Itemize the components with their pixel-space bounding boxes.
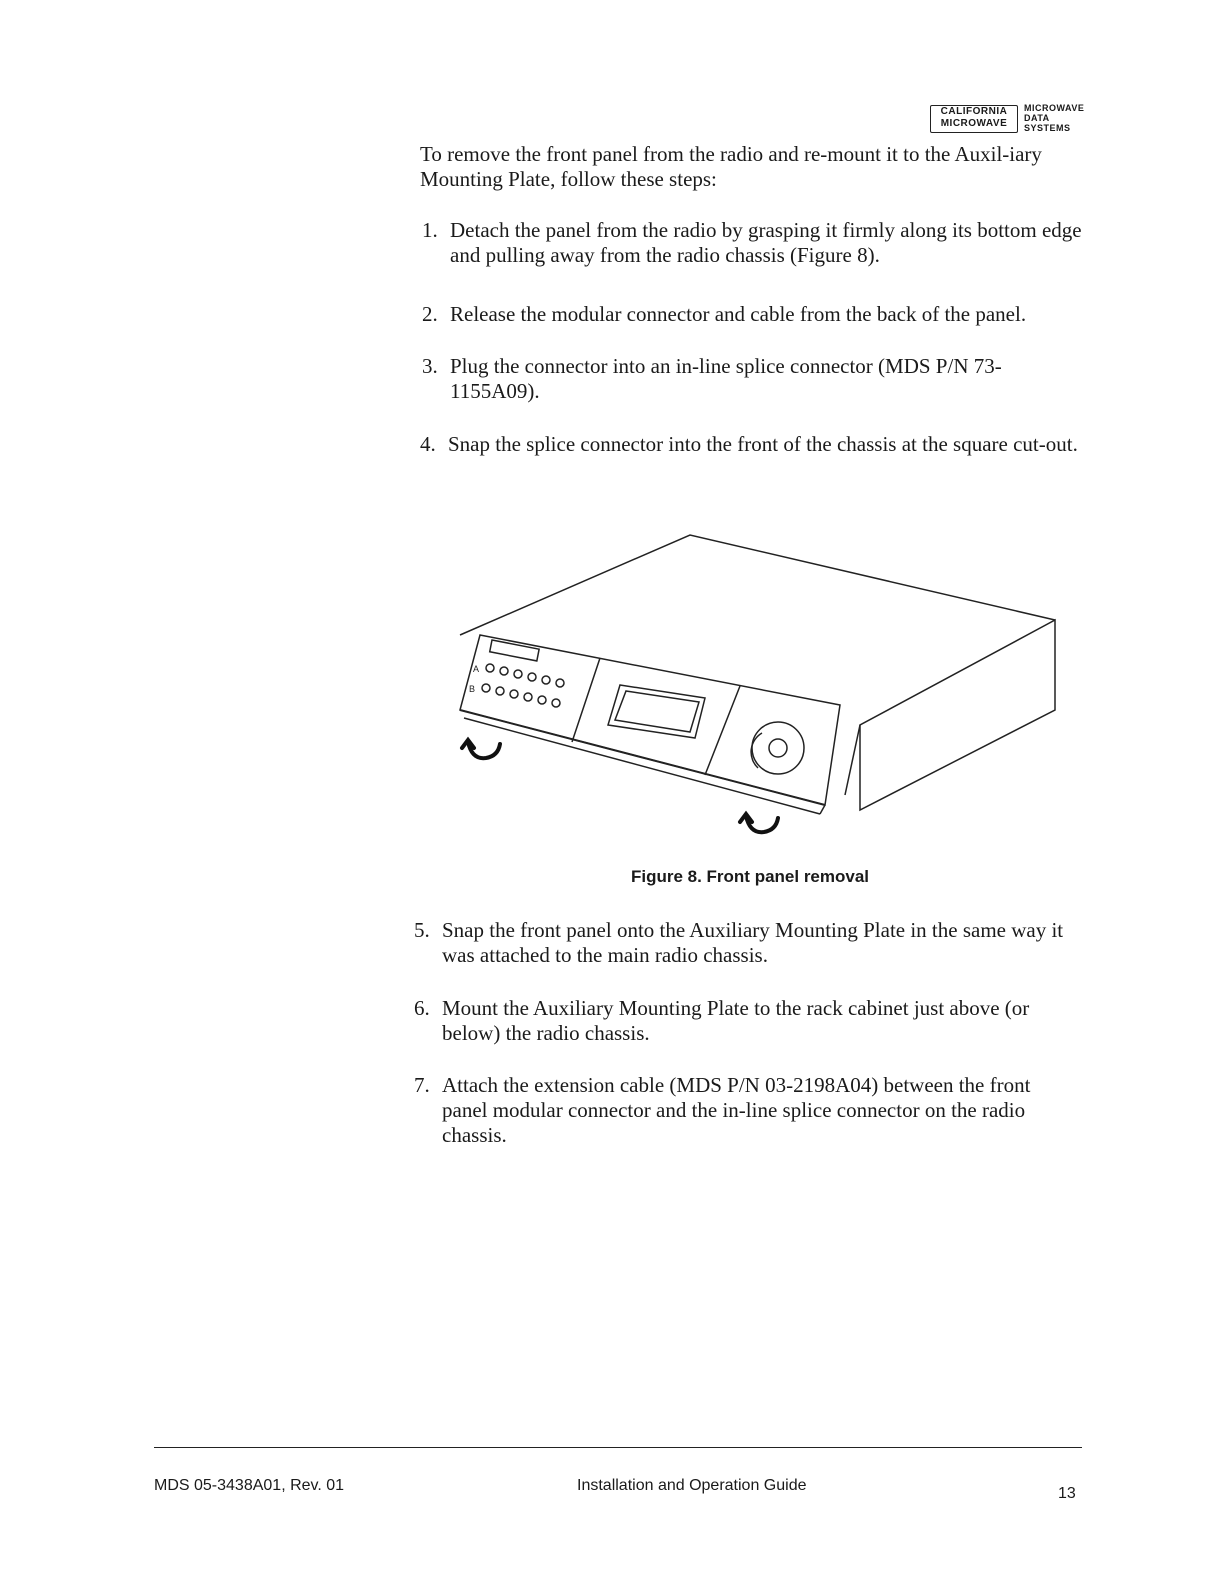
footer-doc-number: MDS 05-3438A01, Rev. 01 — [154, 1477, 345, 1494]
radio-chassis-drawing — [460, 535, 1055, 814]
panel-divider-right — [705, 686, 740, 775]
step-item — [420, 432, 1080, 457]
keypad-button — [556, 679, 564, 687]
front-panel — [460, 635, 840, 805]
step-item — [422, 302, 1082, 327]
step-number: 5. — [414, 918, 430, 942]
step-text: Mount the Auxiliary Mounting Plate to the rack cabinet just above (or below) the radio chassis. — [442, 996, 1030, 1045]
step-number: 6. — [414, 996, 430, 1020]
step-number: 3. — [422, 354, 438, 378]
keypad-button — [542, 676, 550, 684]
keypad-button — [552, 699, 560, 707]
logo-right-line1: MICROWAVE — [1024, 103, 1085, 113]
keypad-button — [482, 684, 490, 692]
step-number: 4. — [420, 432, 436, 456]
rotary-knob-center — [769, 739, 787, 757]
keypad-button — [528, 673, 536, 681]
keypad-button — [496, 687, 504, 695]
rotary-knob — [752, 722, 804, 774]
step-item — [422, 354, 1082, 404]
step-text: Snap the splice connector into the front of the chassis at the square cut-out. — [448, 432, 1078, 456]
keypad-button — [514, 670, 522, 678]
chassis-front-edge — [845, 725, 860, 795]
keypad-button — [500, 667, 508, 675]
step-item — [414, 1073, 1074, 1148]
keypad-button — [510, 690, 518, 698]
chassis-right-side — [860, 620, 1055, 810]
keypad-button — [538, 696, 546, 704]
removal-arrow-right — [740, 814, 778, 832]
removal-arrow-left — [462, 740, 500, 758]
company-logo — [930, 103, 1100, 135]
keypad-button — [524, 693, 532, 701]
logo-box-line2: MICROWAVE — [940, 118, 1008, 129]
step-number: 7. — [414, 1073, 430, 1097]
logo-wordmark — [1024, 103, 1084, 133]
step-item — [414, 996, 1074, 1046]
footer-rule — [154, 1447, 1082, 1448]
step-text: Attach the extension cable (MDS P/N 03-2198A04) between the front panel modular connector and the in-line splice connector on the radio chassis. — [442, 1073, 1031, 1147]
keypad-button — [486, 664, 494, 672]
panel-base-lip — [464, 718, 820, 814]
panel-divider-left — [572, 658, 600, 742]
front-panel-removal-figure — [440, 520, 1080, 860]
logo-box — [930, 105, 1018, 133]
step-text: Snap the front panel onto the Auxiliary Mounting Plate in the same way it was attached to the main radio chassis. — [442, 918, 1064, 967]
logo-right-line2: DATA — [1024, 113, 1050, 123]
step-item — [414, 918, 1074, 968]
panel-row-b-label: B — [469, 684, 476, 694]
page-number: 13 — [1058, 1485, 1076, 1502]
panel-logo-plate — [490, 640, 539, 661]
step-number: 1. — [422, 218, 438, 242]
figure-caption: Figure 8. Front panel removal — [630, 867, 870, 886]
step-text: Release the modular connector and cable from the back of the panel. — [450, 302, 1027, 326]
step-item — [422, 218, 1082, 268]
logo-right-line3: SYSTEMS — [1024, 123, 1071, 133]
chassis-top-outline — [460, 535, 1055, 635]
step-number: 2. — [422, 302, 438, 326]
step-text: Plug the connector into an in-line splice connector (MDS P/N 73-1155A09). — [450, 354, 1002, 403]
intro-paragraph: To remove the front panel from the radio and re-mount it to the Auxil-iary Mounting Plate, follow these steps: — [420, 142, 1042, 191]
panel-lip-end — [820, 805, 825, 814]
step-text: Detach the panel from the radio by grasping it firmly along its bottom edge and pulling away from the radio chassis (Figure 8). — [450, 218, 1082, 267]
display-screen — [615, 691, 699, 732]
footer-guide-title: Installation and Operation Guide — [577, 1477, 807, 1494]
panel-row-a-label: A — [473, 664, 480, 674]
logo-box-line1: CALIFORNIA — [940, 106, 1008, 117]
